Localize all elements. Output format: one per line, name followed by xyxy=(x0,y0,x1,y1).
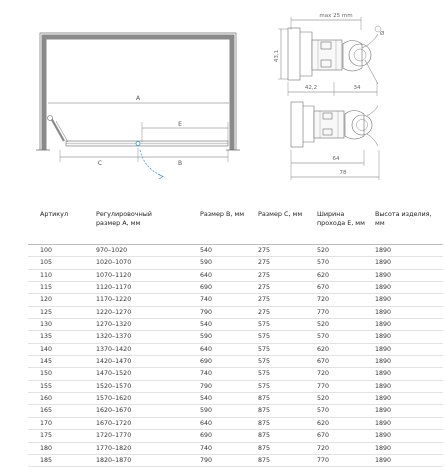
table-row xyxy=(28,430,443,442)
cell-size-c: 875 xyxy=(258,456,271,464)
cell-height: 1890 xyxy=(375,259,392,267)
table-row xyxy=(28,393,443,405)
table-row xyxy=(28,405,443,417)
cell-size-c: 275 xyxy=(258,247,271,254)
dim-78: 78 xyxy=(339,170,347,176)
cell-article: 170 xyxy=(40,419,53,427)
cell-article: 155 xyxy=(40,382,53,390)
cell-size-b: 590 xyxy=(200,407,213,415)
cell-article: 105 xyxy=(40,259,53,267)
cell-width-e: 620 xyxy=(317,345,330,353)
cell-height: 1890 xyxy=(375,407,392,415)
table-row xyxy=(28,368,443,380)
cell-height: 1890 xyxy=(375,370,392,378)
table-row xyxy=(28,294,443,306)
table-header xyxy=(28,208,443,245)
header-width-e: Ширина прохода Е, мм xyxy=(317,210,365,227)
cell-article: 145 xyxy=(40,358,53,366)
table-row xyxy=(28,443,443,455)
cell-size-c: 575 xyxy=(258,321,271,329)
cell-height: 1890 xyxy=(375,419,392,427)
dim-max-25: max 25 mm xyxy=(319,13,353,19)
cell-size-b: 540 xyxy=(200,247,213,254)
cell-size-c: 275 xyxy=(258,259,271,267)
cell-size-a: 1520–1570 xyxy=(96,382,132,390)
cell-width-e: 670 xyxy=(317,432,330,440)
cell-height: 1890 xyxy=(375,382,392,390)
cell-size-c: 275 xyxy=(258,284,271,292)
cell-article: 140 xyxy=(40,345,53,353)
header-article: Артикул xyxy=(40,210,69,218)
dim-diameter: Ø xyxy=(380,31,385,37)
dim-64: 64 xyxy=(332,156,340,162)
cell-article: 165 xyxy=(40,407,53,415)
table-row xyxy=(28,418,443,430)
cell-size-b: 590 xyxy=(200,259,213,267)
cell-height: 1890 xyxy=(375,333,392,341)
cell-size-a: 1470–1520 xyxy=(96,370,132,378)
plan-label-e: E xyxy=(178,121,182,128)
cell-size-c: 575 xyxy=(258,370,271,378)
cell-height: 1890 xyxy=(375,321,392,329)
table-row xyxy=(28,356,443,368)
cell-size-c: 575 xyxy=(258,333,271,341)
header-size-b: Размер В, мм xyxy=(200,210,245,218)
cell-size-c: 575 xyxy=(258,345,271,353)
cell-article: 180 xyxy=(40,444,53,452)
cell-article: 110 xyxy=(40,271,53,279)
cell-size-a: 1770–1820 xyxy=(96,444,132,452)
cell-size-a: 1670–1720 xyxy=(96,419,132,427)
cell-size-c: 275 xyxy=(258,308,271,316)
technical-drawings xyxy=(0,0,445,200)
cell-size-a: 1620–1670 xyxy=(96,407,132,415)
cell-width-e: 570 xyxy=(317,333,330,341)
cell-size-a: 970–1020 xyxy=(96,247,128,254)
cell-size-a: 1420–1470 xyxy=(96,358,132,366)
cell-size-b: 640 xyxy=(200,419,213,427)
cell-size-c: 275 xyxy=(258,296,271,304)
cell-size-c: 575 xyxy=(258,358,271,366)
cell-size-a: 1270–1320 xyxy=(96,321,132,329)
cell-height: 1890 xyxy=(375,308,392,316)
cell-width-e: 720 xyxy=(317,296,330,304)
table-row xyxy=(28,245,443,257)
cell-height: 1890 xyxy=(375,345,392,353)
spec-table xyxy=(28,208,443,467)
cell-article: 185 xyxy=(40,456,53,464)
cell-width-e: 770 xyxy=(317,382,330,390)
cell-article: 115 xyxy=(40,284,53,292)
cell-width-e: 570 xyxy=(317,407,330,415)
table-row xyxy=(28,282,443,294)
plan-view-drawing xyxy=(36,33,240,179)
cell-size-b: 540 xyxy=(200,395,213,403)
table-row xyxy=(28,319,443,331)
table-row xyxy=(28,344,443,356)
cell-width-e: 770 xyxy=(317,456,330,464)
cell-size-c: 875 xyxy=(258,444,271,452)
table-body xyxy=(28,245,443,467)
cell-size-b: 790 xyxy=(200,456,213,464)
cell-height: 1890 xyxy=(375,271,392,279)
cell-size-a: 1070–1120 xyxy=(96,271,132,279)
cell-size-a: 1370–1420 xyxy=(96,345,132,353)
cell-width-e: 520 xyxy=(317,247,330,254)
cell-size-b: 790 xyxy=(200,308,213,316)
table-row xyxy=(28,381,443,393)
cell-article: 125 xyxy=(40,308,53,316)
profile-section-top xyxy=(278,17,381,96)
cell-size-b: 640 xyxy=(200,271,213,279)
cell-size-c: 275 xyxy=(258,271,271,279)
header-adjust-size-a: Регулировочный размер А, мм xyxy=(96,210,152,227)
profile-section-bottom xyxy=(291,102,379,180)
cell-height: 1890 xyxy=(375,247,392,254)
cell-width-e: 620 xyxy=(317,419,330,427)
cell-size-c: 875 xyxy=(258,395,271,403)
cell-width-e: 520 xyxy=(317,395,330,403)
table-row xyxy=(28,307,443,319)
cell-size-c: 875 xyxy=(258,407,271,415)
cell-height: 1890 xyxy=(375,444,392,452)
cell-width-e: 620 xyxy=(317,271,330,279)
cell-size-b: 740 xyxy=(200,444,213,452)
cell-size-b: 540 xyxy=(200,321,213,329)
cell-size-b: 690 xyxy=(200,358,213,366)
header-height: Высота изделия, мм xyxy=(375,210,432,227)
cell-size-a: 1170–1220 xyxy=(96,296,132,304)
cell-size-b: 740 xyxy=(200,296,213,304)
cell-size-a: 1720–1770 xyxy=(96,432,132,440)
cell-size-a: 1220–1270 xyxy=(96,308,132,316)
cell-width-e: 670 xyxy=(317,358,330,366)
dim-42-2: 42,2 xyxy=(304,85,318,91)
cell-size-b: 690 xyxy=(200,432,213,440)
cell-size-b: 590 xyxy=(200,333,213,341)
cell-size-b: 690 xyxy=(200,284,213,292)
cell-size-b: 640 xyxy=(200,345,213,353)
cell-article: 175 xyxy=(40,432,53,440)
cell-article: 100 xyxy=(40,247,53,254)
cell-size-b: 740 xyxy=(200,370,213,378)
cell-size-c: 575 xyxy=(258,382,271,390)
table-row xyxy=(28,331,443,343)
table-row xyxy=(28,455,443,467)
cell-height: 1890 xyxy=(375,358,392,366)
cell-width-e: 720 xyxy=(317,444,330,452)
cell-article: 135 xyxy=(40,333,53,341)
cell-size-a: 1320–1370 xyxy=(96,333,132,341)
cell-height: 1890 xyxy=(375,395,392,403)
plan-label-c: C xyxy=(97,160,103,167)
cell-size-a: 1120–1170 xyxy=(96,284,132,292)
cell-article: 150 xyxy=(40,370,53,378)
cell-width-e: 670 xyxy=(317,284,330,292)
table-row xyxy=(28,270,443,282)
cell-width-e: 520 xyxy=(317,321,330,329)
cell-width-e: 770 xyxy=(317,308,330,316)
cell-height: 1890 xyxy=(375,432,392,440)
cell-width-e: 570 xyxy=(317,259,330,267)
cell-article: 120 xyxy=(40,296,53,304)
table-row xyxy=(28,257,443,269)
dim-34: 34 xyxy=(353,85,361,91)
cell-article: 130 xyxy=(40,321,53,329)
cell-size-b: 790 xyxy=(200,382,213,390)
cell-height: 1890 xyxy=(375,284,392,292)
plan-label-b: B xyxy=(177,160,183,167)
cell-article: 160 xyxy=(40,395,53,403)
cell-size-a: 1820–1870 xyxy=(96,456,132,464)
cell-width-e: 720 xyxy=(317,370,330,378)
plan-label-a: A xyxy=(135,95,141,102)
dim-43-1: 43,1 xyxy=(274,49,280,63)
cell-size-c: 875 xyxy=(258,419,271,427)
cell-size-c: 875 xyxy=(258,432,271,440)
cell-height: 1890 xyxy=(375,296,392,304)
cell-height: 1890 xyxy=(375,456,392,464)
cell-size-a: 1020–1070 xyxy=(96,259,132,267)
header-size-c: Размер С, мм xyxy=(258,210,303,218)
cell-size-a: 1570–1620 xyxy=(96,395,132,403)
